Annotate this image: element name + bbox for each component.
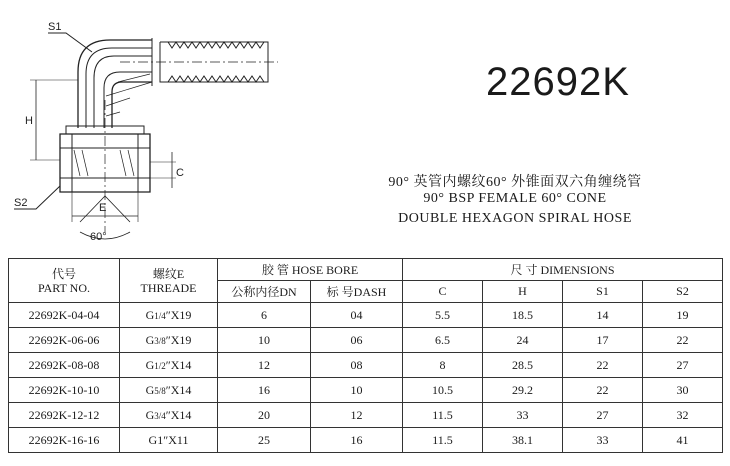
- cell-c: 8: [403, 353, 483, 378]
- table-row: [9, 328, 723, 353]
- cell-h: 28.5: [483, 353, 563, 378]
- cell-part: 22692K-08-08: [9, 353, 120, 378]
- cell-c: 11.5: [403, 403, 483, 428]
- cell-dn: 25: [218, 428, 311, 453]
- cell-dash: 12: [311, 403, 403, 428]
- cell-h: 33: [483, 403, 563, 428]
- header-h: H: [483, 281, 563, 303]
- cell-s2: 30: [643, 378, 723, 403]
- cell-part: 22692K-16-16: [9, 428, 120, 453]
- cell-s1: 22: [563, 353, 643, 378]
- header-s1: S1: [563, 281, 643, 303]
- cell-dn: 20: [218, 403, 311, 428]
- label-c: C: [176, 167, 184, 179]
- table-row: [9, 378, 723, 403]
- cell-s2: 19: [643, 303, 723, 328]
- header-part-no: [9, 259, 120, 303]
- header-part-zh: 代号: [51, 266, 76, 281]
- cell-dash: 10: [311, 378, 403, 403]
- header-dash: 标 号DASH: [311, 281, 403, 303]
- cell-s2: 27: [643, 353, 723, 378]
- cell-part: 22692K-06-06: [9, 328, 120, 353]
- cell-thread: G1″X11: [120, 428, 218, 453]
- cell-part: 22692K-10-10: [9, 378, 120, 403]
- cell-s2: 22: [643, 328, 723, 353]
- header-part-en: PART NO.: [38, 280, 90, 295]
- header-thread-en: THREADE: [140, 280, 197, 295]
- cell-s1: 33: [563, 428, 643, 453]
- description-english-line1: 90° BSP FEMALE 60° CONE: [423, 191, 607, 206]
- header-thread-zh: 螺纹E: [152, 266, 185, 281]
- cell-dash: 06: [311, 328, 403, 353]
- header-dn: 公称内径DN: [218, 281, 311, 303]
- cell-s1: 22: [563, 378, 643, 403]
- header-dimensions: 尺 寸 DIMENSIONS: [403, 259, 723, 281]
- label-angle: 60°: [90, 231, 107, 243]
- cell-dash: 04: [311, 303, 403, 328]
- header-thread: [120, 259, 218, 303]
- cell-thread: G3/8″X19: [120, 328, 218, 353]
- cell-dash: 08: [311, 353, 403, 378]
- table-row: [9, 403, 723, 428]
- table-row: [9, 353, 723, 378]
- cell-c: 6.5: [403, 328, 483, 353]
- cell-s2: 41: [643, 428, 723, 453]
- cell-s1: 17: [563, 328, 643, 353]
- header-s2: S2: [643, 281, 723, 303]
- cell-dn: 16: [218, 378, 311, 403]
- label-s1: S1: [48, 21, 62, 33]
- cell-s1: 14: [563, 303, 643, 328]
- cell-h: 29.2: [483, 378, 563, 403]
- label-h: H: [25, 115, 33, 127]
- cell-dash: 16: [311, 428, 403, 453]
- cell-h: 38.1: [483, 428, 563, 453]
- cell-c: 11.5: [403, 428, 483, 453]
- cell-part: 22692K-04-04: [9, 303, 120, 328]
- cell-dn: 12: [218, 353, 311, 378]
- cell-part: 22692K-12-12: [9, 403, 120, 428]
- description-chinese: 90° 英管内螺纹60° 外锥面双六角缠绕管: [388, 175, 642, 190]
- description-english-line2: DOUBLE HEXAGON SPIRAL HOSE: [398, 211, 632, 226]
- cell-thread: G5/8″X14: [120, 378, 218, 403]
- cell-dn: 10: [218, 328, 311, 353]
- cell-h: 18.5: [483, 303, 563, 328]
- spec-table: [8, 258, 723, 453]
- header-hose-bore: 胶 管 HOSE BORE: [218, 259, 403, 281]
- label-s2: S2: [14, 197, 28, 209]
- table-row: [9, 428, 723, 453]
- header-row-1: [9, 259, 723, 281]
- fitting-drawing: [0, 0, 300, 250]
- cell-c: 5.5: [403, 303, 483, 328]
- cell-thread: G1/4″X19: [120, 303, 218, 328]
- header-c: C: [403, 281, 483, 303]
- part-number-title: 22692K: [486, 60, 630, 104]
- cell-c: 10.5: [403, 378, 483, 403]
- table-row: [9, 303, 723, 328]
- cell-s2: 32: [643, 403, 723, 428]
- cell-thread: G3/4″X14: [120, 403, 218, 428]
- cell-s1: 27: [563, 403, 643, 428]
- label-e: E: [99, 202, 107, 214]
- cell-dn: 6: [218, 303, 311, 328]
- cell-h: 24: [483, 328, 563, 353]
- cell-thread: G1/2″X14: [120, 353, 218, 378]
